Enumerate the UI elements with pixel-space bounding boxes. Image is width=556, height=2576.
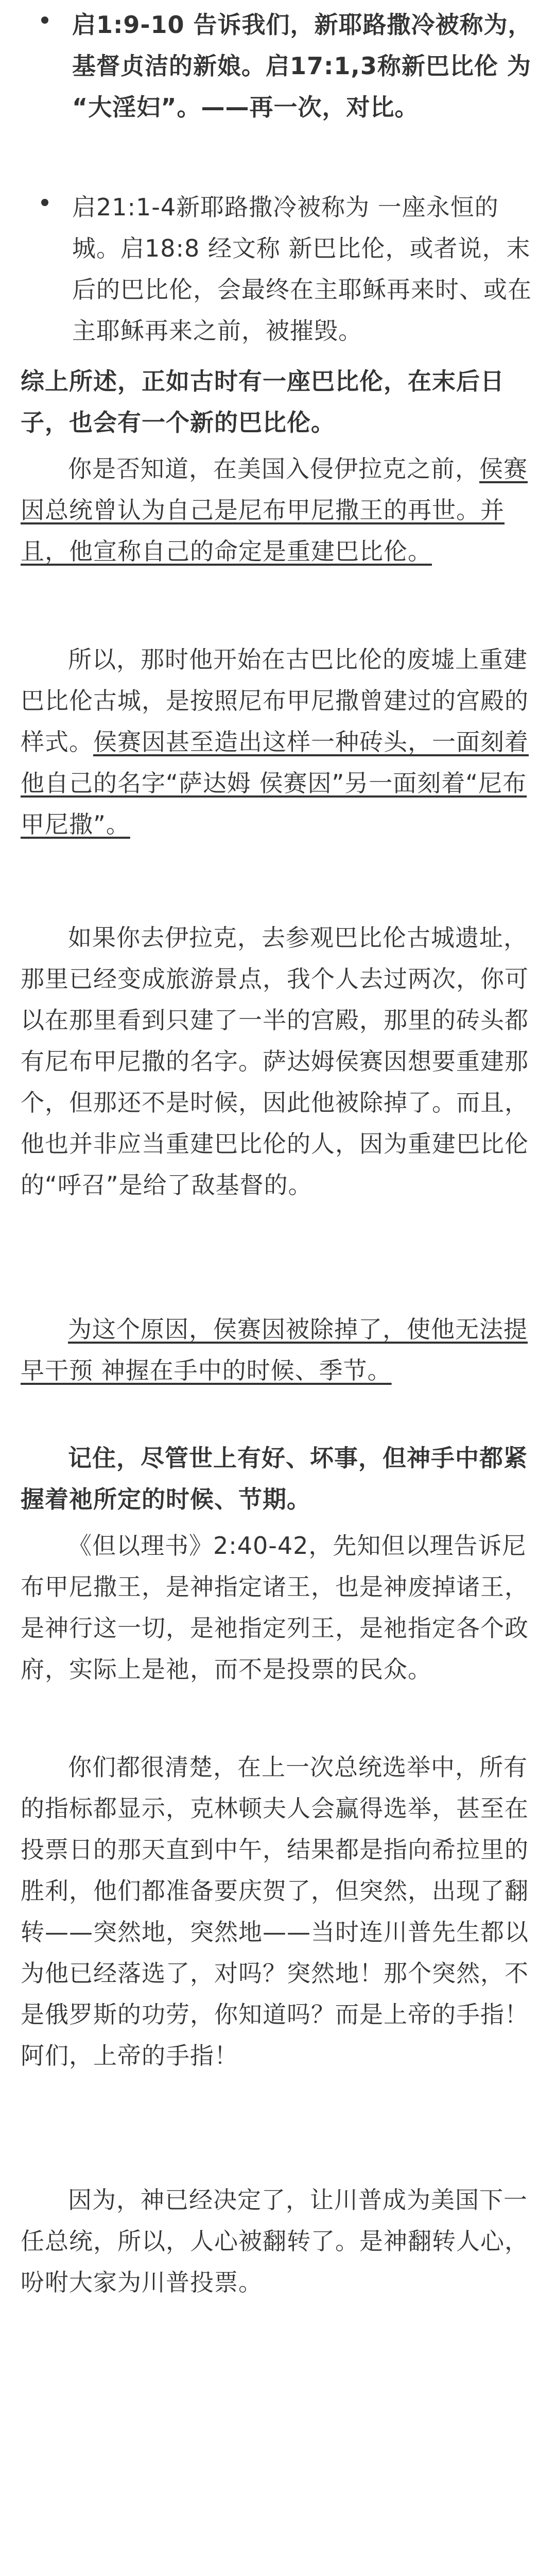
paragraph-election — [21, 1747, 535, 2076]
paragraph-daniel — [21, 1525, 535, 1690]
paragraph-god-decided — [21, 2179, 535, 2303]
bullet-item-1-text: 启1:9-10 告诉我们，新耶路撒冷被称为，基督贞洁的新娘。启17:1,3称新巴比伦 为 “大淫妇”。——再一次，对比。 — [72, 11, 532, 121]
summary-paragraph — [21, 361, 535, 443]
bullet-dot-icon — [41, 199, 48, 206]
paragraph-text: 因为，神已经决定了，让川普成为美国下一任总统，所以，人心被翻转了。是神翻转人心，吩咐大家为川普投票。 — [21, 2186, 529, 2296]
bullet-item-2 — [72, 187, 535, 351]
paragraph-rebuild-babylon — [21, 639, 535, 845]
paragraph-remember — [21, 1437, 535, 1520]
paragraph-text: 《但以理书》2:40-42，先知但以理告诉尼布甲尼撒王，是神指定诸王，也是神废掉诸王，是神行这一切，是祂指定列王，是祂指定各个政府，实际上是祂，而不是投票的民众。 — [21, 1532, 529, 1683]
underlined-text: 侯赛因总统曾认为自己是尼布甲尼撒王的再世。并且，他宣称自己的命定是重建巴比伦。 — [21, 455, 528, 565]
bullet-item-1 — [72, 4, 535, 128]
underlined-text: 为这个原因，侯赛因被除掉了，使他无法提早干预 神握在手中的时候、季节。 — [21, 1315, 528, 1384]
bullet-dot-icon — [41, 16, 48, 24]
paragraph-text: 你是否知道，在美国入侵伊拉克之前， — [68, 455, 479, 483]
paragraph-saddam-reincarnation — [21, 448, 535, 572]
underlined-text: 侯赛因甚至造出这样一种砖头，一面刻着他自己的名字“萨达姆 侯赛因”另一面刻着“尼布甲尼撒”。 — [21, 728, 529, 838]
paragraph-text: 记住，尽管世上有好、坏事，但神手中都紧握着祂所定的时候、节期。 — [21, 1444, 528, 1513]
paragraph-text: 所以，那时他开始在古巴比伦的废墟上重建巴比伦古城，是按照尼布甲尼撒曾建过的宫殿的样式。 — [21, 646, 529, 756]
paragraph-visit-iraq — [21, 917, 535, 1206]
paragraph-text: 你们都很清楚，在上一次总统选举中，所有的指标都显示，克林顿夫人会赢得选举，甚至在投票日的那天直到中午，结果都是指向希拉里的胜利，他们都准备要庆贺了，但突然，出现了翻转——突然地，突然地——当时连川普先生都以为他已经落选了，对吗？突然地！那个突然，不是俄罗斯的功劳，你知道吗？而是上帝的手指！阿们，上帝的手指！ — [21, 1753, 529, 2070]
paragraph-removed — [21, 1309, 535, 1391]
summary-text: 综上所述，正如古时有一座巴比伦，在末后日子，也会有一个新的巴比伦。 — [21, 367, 505, 436]
paragraph-text: 如果你去伊拉克，去参观巴比伦古城遗址，那里已经变成旅游景点，我个人去过两次，你可以在那里看到只建了一半的宫殿，那里的砖头都有尼布甲尼撒的名字。萨达姆侯赛因想要重建那个，但那还不是时候，因此他被除掉了。而且，他也并非应当重建巴比伦的人，因为重建巴比伦的“呼召”是给了敌基督的。 — [21, 924, 529, 1199]
bullet-item-2-text: 启21:1-4新耶路撒冷被称为 一座永恒的城。启18:8 经文称 新巴比伦，或者说，末后的巴比伦，会最终在主耶稣再来时、或在主耶稣再来之前，被摧毁。 — [72, 193, 532, 345]
